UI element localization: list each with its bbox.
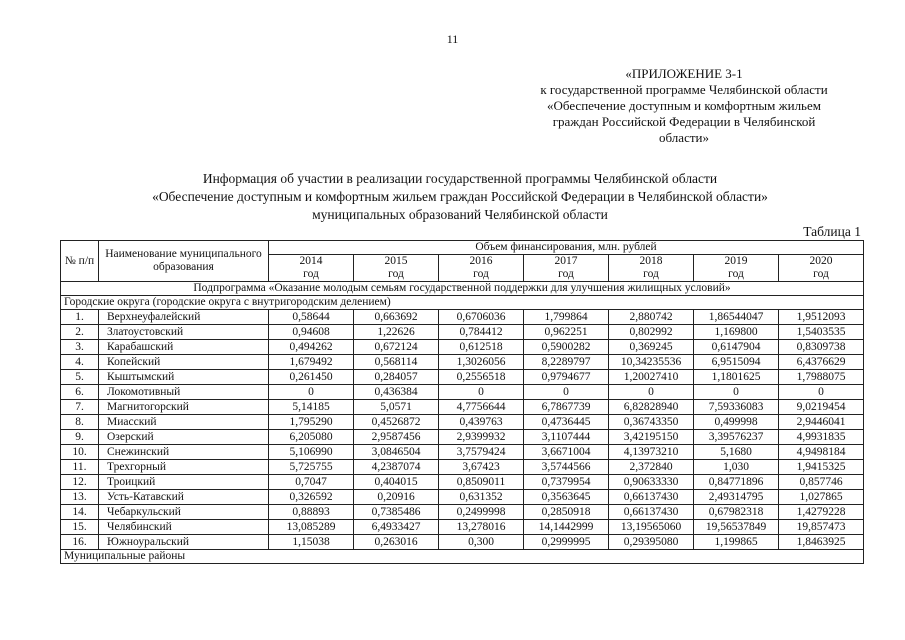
- funding-value: 0,300: [439, 535, 524, 550]
- funding-value: 6,205080: [269, 430, 354, 445]
- funding-value: 0,20916: [354, 490, 439, 505]
- funding-value: 0,5900282: [524, 340, 609, 355]
- year-suffix: год: [813, 268, 829, 280]
- table-row: [61, 475, 864, 490]
- row-number: 3.: [61, 340, 99, 355]
- funding-value: 0: [524, 385, 609, 400]
- title-line: муниципальных образований Челябинской области: [312, 207, 608, 222]
- funding-value: 0,261450: [269, 370, 354, 385]
- funding-value: 1,1801625: [694, 370, 779, 385]
- funding-value: 1,20027410: [609, 370, 694, 385]
- funding-value: 0,672124: [354, 340, 439, 355]
- row-number: 7.: [61, 400, 99, 415]
- year-header: [269, 255, 354, 282]
- funding-value: 3,6671004: [524, 445, 609, 460]
- municipality-name: Копейский: [99, 355, 269, 370]
- funding-value: 0,962251: [524, 325, 609, 340]
- funding-value: 0: [439, 385, 524, 400]
- funding-value: 0,2556518: [439, 370, 524, 385]
- year-header: [779, 255, 864, 282]
- year-header: [354, 255, 439, 282]
- funding-value: 1,4279228: [779, 505, 864, 520]
- funding-value: 1,22626: [354, 325, 439, 340]
- col-number-header-text: № п/п: [64, 254, 95, 267]
- year-suffix: год: [643, 268, 659, 280]
- funding-value: 0,9794677: [524, 370, 609, 385]
- table-row: [61, 355, 864, 370]
- row-number: 1.: [61, 310, 99, 325]
- table-row: [61, 415, 864, 430]
- funding-value: 0,29395080: [609, 535, 694, 550]
- funding-value: 6,7867739: [524, 400, 609, 415]
- funding-value: 3,39576237: [694, 430, 779, 445]
- funding-value: 6,82828940: [609, 400, 694, 415]
- appendix-line: «ПРИЛОЖЕНИЕ 3-1: [625, 66, 743, 81]
- page-number: 11: [446, 32, 459, 46]
- funding-value: 0,66137430: [609, 505, 694, 520]
- appendix-header: [512, 66, 856, 146]
- funding-value: 3,42195150: [609, 430, 694, 445]
- funding-value: 0,88893: [269, 505, 354, 520]
- year-value: 2016: [469, 255, 493, 267]
- funding-value: 0,7379954: [524, 475, 609, 490]
- row-number: 8.: [61, 415, 99, 430]
- municipality-name: Кыштымский: [99, 370, 269, 385]
- municipality-name: Златоустовский: [99, 325, 269, 340]
- year-header: [524, 255, 609, 282]
- row-number: 11.: [61, 460, 99, 475]
- funding-value: 3,0846504: [354, 445, 439, 460]
- col-number-header: [61, 241, 99, 282]
- funding-value: 0,568114: [354, 355, 439, 370]
- funding-value: 0,263016: [354, 535, 439, 550]
- funding-value: 5,725755: [269, 460, 354, 475]
- funding-value: 0,439763: [439, 415, 524, 430]
- title-line: «Обеспечение доступным и комфортным жильем граждан Российской Федерации в Челябинской области»: [152, 189, 768, 204]
- appendix-line: граждан Российской Федерации в Челябинской: [552, 114, 816, 129]
- funding-value: 9,0219454: [779, 400, 864, 415]
- funding-value: 0,4526872: [354, 415, 439, 430]
- municipality-name: Магнитогорский: [99, 400, 269, 415]
- funding-value: 4,9498184: [779, 445, 864, 460]
- funding-value: 1,15038: [269, 535, 354, 550]
- group-urban-districts: Городские округа (городские округа с внутригородским делением): [61, 296, 864, 310]
- funding-value: 19,56537849: [694, 520, 779, 535]
- funding-value: 1,9512093: [779, 310, 864, 325]
- funding-value: 7,59336083: [694, 400, 779, 415]
- funding-value: 13,278016: [439, 520, 524, 535]
- funding-value: 0,7047: [269, 475, 354, 490]
- municipality-name: Чебаркульский: [99, 505, 269, 520]
- funding-value: 2,9446041: [779, 415, 864, 430]
- funding-value: 1,7988075: [779, 370, 864, 385]
- funding-value: 0,436384: [354, 385, 439, 400]
- funding-value: 1,3026056: [439, 355, 524, 370]
- table-row: [61, 340, 864, 355]
- year-header: [609, 255, 694, 282]
- funding-value: 0,2499998: [439, 505, 524, 520]
- row-number: 6.: [61, 385, 99, 400]
- funding-value: 0,631352: [439, 490, 524, 505]
- funding-value: 3,1107444: [524, 430, 609, 445]
- municipality-name: Трехгорный: [99, 460, 269, 475]
- table-row: [61, 505, 864, 520]
- appendix-line: «Обеспечение доступным и комфортным жильем: [547, 98, 821, 113]
- funding-value: 0,802992: [609, 325, 694, 340]
- row-number: 10.: [61, 445, 99, 460]
- funding-table: [60, 240, 864, 564]
- row-number: 12.: [61, 475, 99, 490]
- row-number: 9.: [61, 430, 99, 445]
- funding-value: 14,1442999: [524, 520, 609, 535]
- funding-value: 0,326592: [269, 490, 354, 505]
- funding-value: 0,6147904: [694, 340, 779, 355]
- funding-value: 0,2850918: [524, 505, 609, 520]
- funding-value: 0,784412: [439, 325, 524, 340]
- funding-value: 0,90633330: [609, 475, 694, 490]
- municipality-name: Южноуральский: [99, 535, 269, 550]
- document-title: [60, 170, 860, 224]
- funding-value: 6,4933427: [354, 520, 439, 535]
- funding-value: 0,8309738: [779, 340, 864, 355]
- funding-value: 6,4376629: [779, 355, 864, 370]
- row-number: 15.: [61, 520, 99, 535]
- funding-value: 8,2289797: [524, 355, 609, 370]
- table-row: [61, 325, 864, 340]
- funding-value: 1,030: [694, 460, 779, 475]
- funding-value: 1,169800: [694, 325, 779, 340]
- funding-value: 1,5403535: [779, 325, 864, 340]
- year-value: 2014: [299, 255, 323, 267]
- funding-value: 2,9399932: [439, 430, 524, 445]
- table-row: [61, 385, 864, 400]
- funding-value: 3,5744566: [524, 460, 609, 475]
- funding-value: 19,857473: [779, 520, 864, 535]
- funding-value: 4,9931835: [779, 430, 864, 445]
- row-number: 13.: [61, 490, 99, 505]
- funding-value: 2,372840: [609, 460, 694, 475]
- municipality-name: Локомотивный: [99, 385, 269, 400]
- funding-value: 2,880742: [609, 310, 694, 325]
- table-row: [61, 400, 864, 415]
- funding-value: 2,49314795: [694, 490, 779, 505]
- year-suffix: год: [388, 268, 404, 280]
- funding-value: 0,4736445: [524, 415, 609, 430]
- funding-value: 0,66137430: [609, 490, 694, 505]
- funding-value: 1,8463925: [779, 535, 864, 550]
- funding-value: 0,612518: [439, 340, 524, 355]
- year-header: [694, 255, 779, 282]
- funding-value: 5,1680: [694, 445, 779, 460]
- funding-value: 3,67423: [439, 460, 524, 475]
- table-row: [61, 460, 864, 475]
- year-suffix: год: [473, 268, 489, 280]
- municipality-name: Усть-Катавский: [99, 490, 269, 505]
- funding-value: 5,14185: [269, 400, 354, 415]
- year-value: 2017: [554, 255, 578, 267]
- title-line: Информация об участии в реализации государственной программы Челябинской области: [202, 171, 718, 186]
- funding-value: 1,9415325: [779, 460, 864, 475]
- funding-value: 10,34235536: [609, 355, 694, 370]
- table-label: Таблица 1: [803, 224, 861, 239]
- funding-value: 0,84771896: [694, 475, 779, 490]
- municipality-name: Челябинский: [99, 520, 269, 535]
- row-number: 14.: [61, 505, 99, 520]
- funding-value: 1,795290: [269, 415, 354, 430]
- municipality-name: Снежинский: [99, 445, 269, 460]
- funding-value: 1,199865: [694, 535, 779, 550]
- funding-value: 0,857746: [779, 475, 864, 490]
- funding-value: 4,13973210: [609, 445, 694, 460]
- funding-value: 5,0571: [354, 400, 439, 415]
- funding-value: 0,2999995: [524, 535, 609, 550]
- funding-value: 4,7756644: [439, 400, 524, 415]
- row-number: 4.: [61, 355, 99, 370]
- funding-value: 13,19565060: [609, 520, 694, 535]
- table-row: [61, 430, 864, 445]
- funding-value: 0,8509011: [439, 475, 524, 490]
- subprogram-title: Подпрограмма «Оказание молодым семьям государственной поддержки для улучшения жилищных условий»: [61, 282, 864, 296]
- funding-value: 0,404015: [354, 475, 439, 490]
- year-value: 2018: [639, 255, 663, 267]
- col-name-header-text: Наименование муниципального образования: [105, 248, 262, 273]
- funding-value: 0,494262: [269, 340, 354, 355]
- year-header: [439, 255, 524, 282]
- funding-value: 0,67982318: [694, 505, 779, 520]
- funding-value: 0,94608: [269, 325, 354, 340]
- municipality-name: Верхнеуфалейский: [99, 310, 269, 325]
- funding-value: 2,9587456: [354, 430, 439, 445]
- municipality-name: Миасский: [99, 415, 269, 430]
- row-number: 16.: [61, 535, 99, 550]
- funding-value: 0: [694, 385, 779, 400]
- row-number: 2.: [61, 325, 99, 340]
- year-value: 2020: [809, 255, 833, 267]
- funding-value: 0,7385486: [354, 505, 439, 520]
- funding-value: 13,085289: [269, 520, 354, 535]
- year-suffix: год: [728, 268, 744, 280]
- funding-value: 0,663692: [354, 310, 439, 325]
- funding-value: 0: [269, 385, 354, 400]
- funding-header: Объем финансирования, млн. рублей: [269, 241, 864, 255]
- year-value: 2015: [384, 255, 408, 267]
- row-number: 5.: [61, 370, 99, 385]
- appendix-line: к государственной программе Челябинской области: [540, 82, 828, 97]
- funding-value: 1,799864: [524, 310, 609, 325]
- funding-value: 1,86544047: [694, 310, 779, 325]
- municipality-name: Троицкий: [99, 475, 269, 490]
- funding-value: 5,106990: [269, 445, 354, 460]
- funding-value: 0,36743350: [609, 415, 694, 430]
- table-row: [61, 445, 864, 460]
- funding-value: 1,679492: [269, 355, 354, 370]
- municipality-name: Карабашский: [99, 340, 269, 355]
- group-municipal-districts: Муниципальные районы: [61, 550, 864, 564]
- funding-value: 6,9515094: [694, 355, 779, 370]
- year-suffix: год: [303, 268, 319, 280]
- table-row: [61, 520, 864, 535]
- table-row: [61, 370, 864, 385]
- funding-value: 0,369245: [609, 340, 694, 355]
- appendix-line: области»: [659, 130, 709, 145]
- funding-value: 1,027865: [779, 490, 864, 505]
- col-name-header: [99, 241, 269, 282]
- municipality-name: Озерский: [99, 430, 269, 445]
- year-suffix: год: [558, 268, 574, 280]
- funding-value: 3,7579424: [439, 445, 524, 460]
- funding-value: 0,58644: [269, 310, 354, 325]
- funding-value: 0,6706036: [439, 310, 524, 325]
- funding-value: 0,499998: [694, 415, 779, 430]
- funding-value: 4,2387074: [354, 460, 439, 475]
- table-row: [61, 310, 864, 325]
- funding-value: 0: [779, 385, 864, 400]
- funding-value: 0,284057: [354, 370, 439, 385]
- funding-value: 0: [609, 385, 694, 400]
- year-value: 2019: [724, 255, 748, 267]
- table-row: [61, 535, 864, 550]
- funding-value: 0,3563645: [524, 490, 609, 505]
- table-row: [61, 490, 864, 505]
